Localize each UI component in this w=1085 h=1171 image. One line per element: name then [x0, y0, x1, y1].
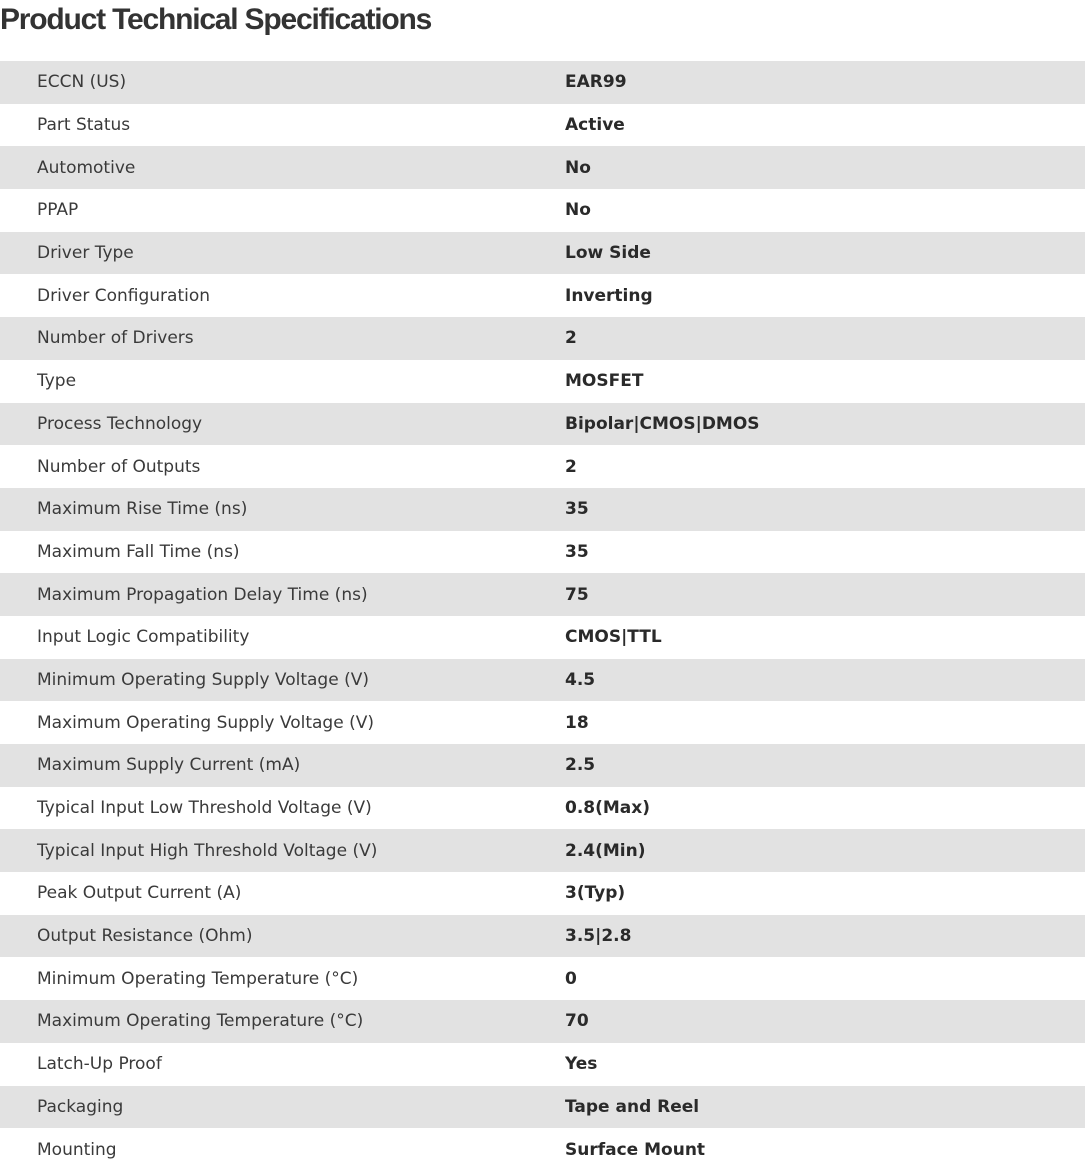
table-row	[0, 616, 1085, 659]
spec-label: Typical Input High Threshold Voltage (V)	[37, 840, 378, 861]
spec-label: Input Logic Compatibility	[37, 627, 250, 648]
table-row	[0, 403, 1085, 446]
spec-label: Minimum Operating Supply Voltage (V)	[37, 669, 369, 690]
table-row	[0, 61, 1085, 104]
spec-value: EAR99	[565, 72, 627, 93]
spec-value: 35	[565, 499, 589, 520]
spec-value: Inverting	[565, 285, 653, 306]
spec-value: CMOS|TTL	[565, 627, 662, 648]
table-row	[0, 531, 1085, 574]
spec-value: 18	[565, 712, 589, 733]
spec-label: Process Technology	[37, 413, 203, 434]
table-row	[0, 1043, 1085, 1086]
spec-value: 2.5	[565, 755, 596, 776]
spec-label: PPAP	[37, 200, 79, 221]
table-row	[0, 1000, 1085, 1043]
spec-table	[0, 61, 1085, 1171]
spec-label: Driver Configuration	[37, 285, 211, 306]
table-row	[0, 872, 1085, 915]
spec-label: Maximum Propagation Delay Time (ns)	[37, 584, 368, 605]
table-row	[0, 317, 1085, 360]
page-title: Product Technical Specifications	[0, 3, 432, 36]
spec-value: Surface Mount	[565, 1139, 706, 1160]
spec-value: Low Side	[565, 243, 651, 264]
spec-label: Output Resistance (Ohm)	[37, 926, 253, 947]
spec-label: Number of Drivers	[37, 328, 194, 349]
spec-label: Automotive	[37, 157, 136, 178]
spec-label: Mounting	[37, 1139, 117, 1160]
table-row	[0, 146, 1085, 189]
spec-value: 2.4(Min)	[565, 840, 646, 861]
spec-label: Peak Output Current (A)	[37, 883, 242, 904]
spec-value: Tape and Reel	[565, 1096, 700, 1117]
spec-label: Type	[37, 371, 77, 392]
spec-value: 75	[565, 584, 589, 605]
table-row	[0, 701, 1085, 744]
spec-value: 3(Typ)	[565, 883, 626, 904]
spec-value: 35	[565, 541, 589, 562]
spec-value: 3.5|2.8	[565, 926, 632, 947]
table-row	[0, 360, 1085, 403]
spec-value: 70	[565, 1011, 589, 1032]
spec-value: Bipolar|CMOS|DMOS	[565, 413, 760, 434]
spec-label: Typical Input Low Threshold Voltage (V)	[37, 798, 372, 819]
table-row	[0, 787, 1085, 830]
table-row	[0, 957, 1085, 1000]
table-row	[0, 1128, 1085, 1171]
table-row	[0, 1086, 1085, 1129]
spec-value: Active	[565, 115, 625, 136]
spec-value: 2	[565, 328, 577, 349]
spec-label: Maximum Operating Supply Voltage (V)	[37, 712, 374, 733]
table-row	[0, 445, 1085, 488]
spec-label: Number of Outputs	[37, 456, 201, 477]
table-row	[0, 274, 1085, 317]
spec-value: 0.8(Max)	[565, 798, 651, 819]
spec-value: No	[565, 200, 591, 221]
spec-label: Maximum Rise Time (ns)	[37, 499, 248, 520]
spec-label: Minimum Operating Temperature (°C)	[37, 968, 359, 989]
table-row	[0, 744, 1085, 787]
spec-label: Driver Type	[37, 243, 134, 264]
spec-label: Maximum Supply Current (mA)	[37, 755, 301, 776]
table-row	[0, 104, 1085, 147]
spec-label: ECCN (US)	[37, 72, 127, 93]
table-row	[0, 232, 1085, 275]
table-row	[0, 488, 1085, 531]
spec-value: 4.5	[565, 669, 596, 690]
spec-value: Yes	[565, 1054, 598, 1075]
spec-value: 0	[565, 968, 577, 989]
table-row	[0, 829, 1085, 872]
spec-label: Maximum Fall Time (ns)	[37, 541, 240, 562]
spec-value: MOSFET	[565, 371, 644, 392]
spec-label: Latch-Up Proof	[37, 1054, 162, 1075]
spec-table-body	[0, 61, 1085, 1171]
spec-value: No	[565, 157, 591, 178]
table-row	[0, 915, 1085, 958]
table-row	[0, 189, 1085, 232]
table-row	[0, 659, 1085, 702]
spec-label: Maximum Operating Temperature (°C)	[37, 1011, 364, 1032]
spec-value: 2	[565, 456, 577, 477]
spec-label: Part Status	[37, 115, 131, 136]
table-row	[0, 573, 1085, 616]
spec-label: Packaging	[37, 1096, 124, 1117]
